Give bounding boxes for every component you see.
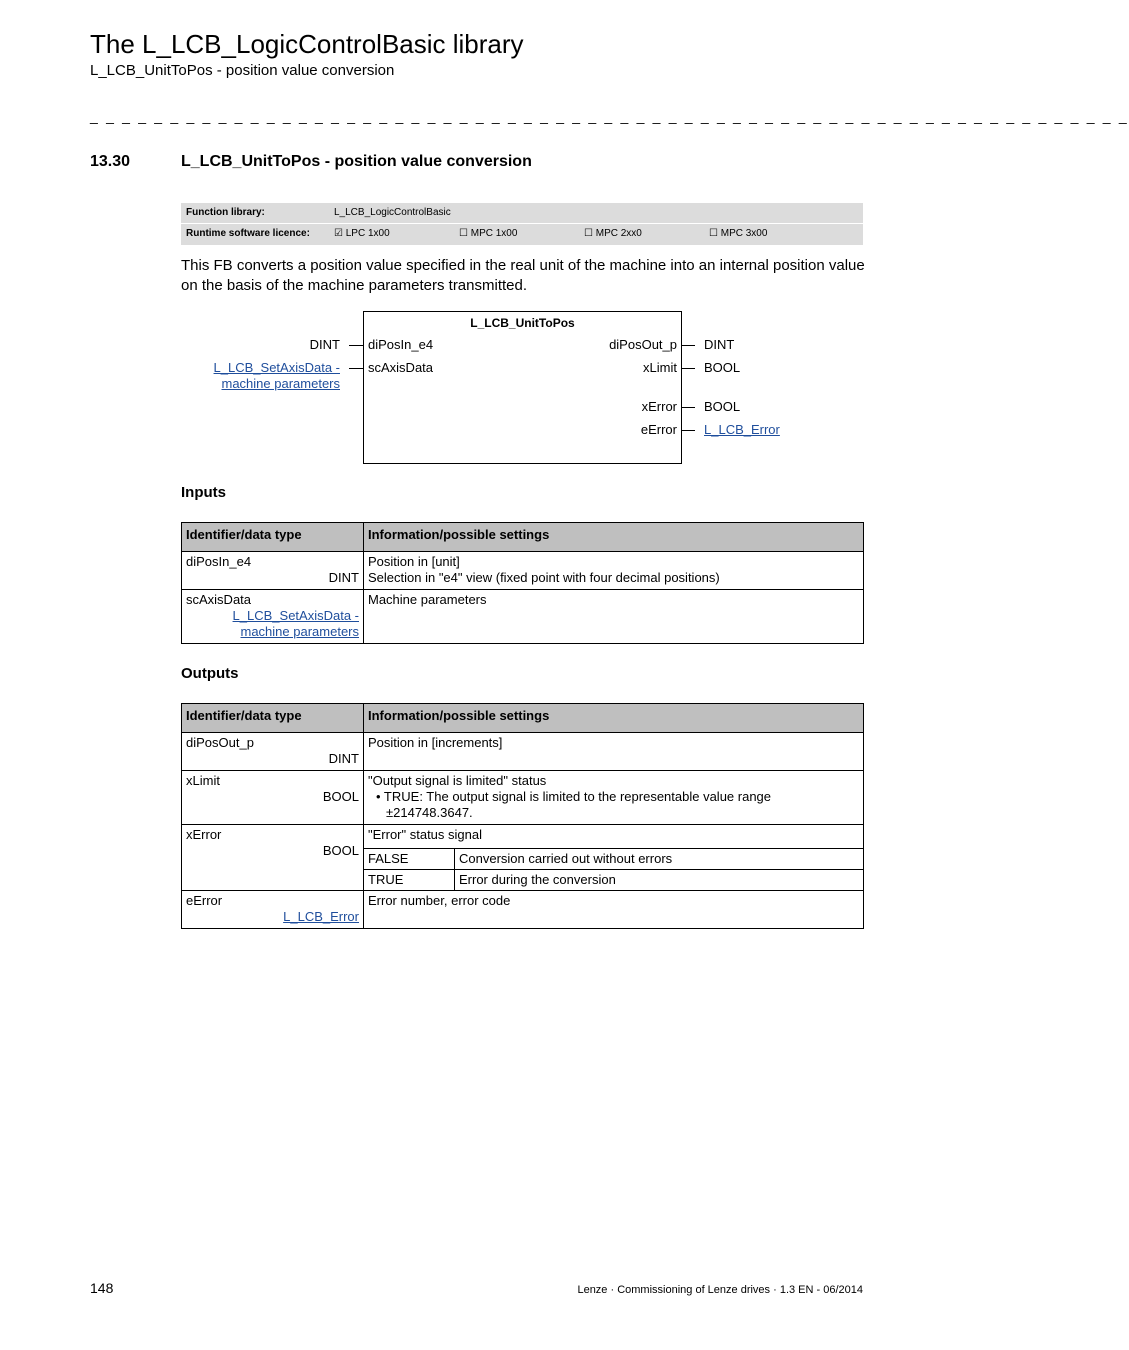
input-id: scAxisData bbox=[186, 592, 252, 607]
input-type-link[interactable]: L_LCB_SetAxisData - bbox=[232, 608, 359, 623]
input-type: DINT bbox=[328, 570, 359, 585]
fb-output1-line bbox=[681, 345, 695, 346]
inputs-col2-header: Information/possible settings bbox=[364, 523, 864, 552]
licence-option-mpc3x00: ☐ MPC 3x00 bbox=[709, 228, 768, 239]
fb-output3-type: BOOL bbox=[704, 399, 741, 414]
output-info-bullet: • TRUE: The output signal is limited to the representable value range bbox=[376, 789, 772, 804]
inputs-heading: Inputs bbox=[181, 484, 226, 501]
output-id: diPosOut_p bbox=[186, 735, 254, 750]
description: This FB converts a position value specified in the real unit of the machine into an internal position value on the basis of the machine parameters transmitted. bbox=[181, 257, 865, 294]
table-row bbox=[182, 552, 864, 590]
output-info: "Error" status signal bbox=[368, 827, 482, 842]
output-id: xError bbox=[186, 827, 222, 842]
value-false: FALSE bbox=[364, 849, 455, 870]
input-type-link-line2[interactable]: machine parameters bbox=[240, 624, 359, 639]
value-false-desc: Conversion carried out without errors bbox=[455, 849, 864, 870]
value-row bbox=[364, 870, 863, 891]
output-type: BOOL bbox=[322, 843, 359, 858]
output-type: BOOL bbox=[322, 789, 359, 804]
output-info-bullet-cont: ±214748.3647. bbox=[386, 805, 473, 820]
section-number: 13.30 bbox=[90, 153, 131, 170]
inputs-table bbox=[181, 522, 864, 644]
output-id: eError bbox=[186, 893, 223, 908]
value-row bbox=[364, 849, 863, 870]
fb-input2-type-link[interactable] bbox=[200, 360, 340, 392]
fb-input1-name: diPosIn_e4 bbox=[368, 337, 434, 352]
table-row bbox=[182, 771, 864, 825]
outputs-col1-header: Identifier/data type bbox=[182, 704, 364, 733]
licence-option-mpc2xx0: ☐ MPC 2xx0 bbox=[584, 228, 642, 239]
licence-option-mpc1x00: ☐ MPC 1x00 bbox=[459, 228, 518, 239]
page-title: The L_LCB_LogicControlBasic library bbox=[90, 29, 524, 59]
footer-doc-info: Lenze · Commissioning of Lenze drives · 1.3 EN - 06/2014 bbox=[577, 1284, 863, 1296]
input-info: Machine parameters bbox=[368, 592, 487, 607]
outputs-col2-header: Information/possible settings bbox=[364, 704, 864, 733]
output-id: xLimit bbox=[186, 773, 220, 788]
fb-output4-line bbox=[681, 430, 695, 431]
fb-output2-type: BOOL bbox=[704, 360, 741, 375]
fb-input2-type-line2[interactable]: machine parameters bbox=[221, 376, 340, 391]
fb-input2-name: scAxisData bbox=[368, 360, 434, 375]
fb-output4-type-link[interactable]: L_LCB_Error bbox=[704, 422, 780, 437]
table-row bbox=[182, 825, 864, 891]
separator: _ _ _ _ _ _ _ _ _ _ _ _ _ _ _ _ _ _ _ _ _ _ _ _ _ _ _ _ _ _ _ _ _ _ _ _ _ _ _ _ _ _ _ _ _ _ _ _ _ _ _ _ _ _ _ _ _ _ _ _ _ _ _ _ _ bbox=[90, 108, 1129, 124]
output-info: Error number, error code bbox=[368, 893, 511, 908]
table-row bbox=[182, 590, 864, 644]
fb-input2-type-line1[interactable]: L_LCB_SetAxisData - bbox=[213, 360, 340, 375]
fb-output1-type: DINT bbox=[704, 337, 735, 352]
page-subtitle: L_LCB_UnitToPos - position value conversion bbox=[90, 62, 395, 79]
fb-output3-line bbox=[681, 407, 695, 408]
inputs-col1-header: Identifier/data type bbox=[182, 523, 364, 552]
fb-output1-name: diPosOut_p bbox=[609, 337, 677, 352]
fb-name: L_LCB_UnitToPos bbox=[470, 316, 575, 330]
fb-output2-name: xLimit bbox=[643, 360, 677, 375]
function-block bbox=[363, 311, 682, 464]
library-info-box bbox=[181, 203, 863, 245]
value-true-desc: Error during the conversion bbox=[455, 870, 864, 891]
fb-output3-name: xError bbox=[641, 399, 677, 414]
table-row bbox=[182, 733, 864, 771]
table-header-row bbox=[182, 704, 864, 733]
fb-input1-type: DINT bbox=[309, 337, 340, 352]
library-label: Function library: bbox=[186, 207, 265, 218]
licence-option-lpc1x00: ☑ LPC 1x00 bbox=[334, 228, 390, 239]
section-title: L_LCB_UnitToPos - position value conversion bbox=[181, 153, 532, 170]
table-header-row bbox=[182, 523, 864, 552]
output-info: Position in [increments] bbox=[368, 735, 503, 750]
input-id: diPosIn_e4 bbox=[186, 554, 252, 569]
section-heading bbox=[90, 153, 532, 171]
outputs-table bbox=[181, 703, 864, 929]
output-type: DINT bbox=[328, 751, 359, 766]
value-table bbox=[364, 848, 863, 890]
outputs-heading: Outputs bbox=[181, 665, 239, 682]
fb-input1-line bbox=[349, 345, 363, 346]
library-value: L_LCB_LogicControlBasic bbox=[334, 207, 451, 218]
output-type-link[interactable]: L_LCB_Error bbox=[283, 909, 359, 924]
output-info: "Output signal is limited" status bbox=[368, 773, 547, 788]
fb-input2-line bbox=[349, 368, 363, 369]
licence-label: Runtime software licence: bbox=[186, 228, 310, 239]
table-row bbox=[182, 891, 864, 929]
value-true: TRUE bbox=[364, 870, 455, 891]
fb-output2-line bbox=[681, 368, 695, 369]
input-info: Position in [unit] bbox=[368, 554, 460, 569]
fb-output4-name: eError bbox=[640, 422, 677, 437]
page-number: 148 bbox=[90, 1280, 114, 1296]
input-info-detail: Selection in "e4" view (fixed point with four decimal positions) bbox=[368, 570, 720, 585]
